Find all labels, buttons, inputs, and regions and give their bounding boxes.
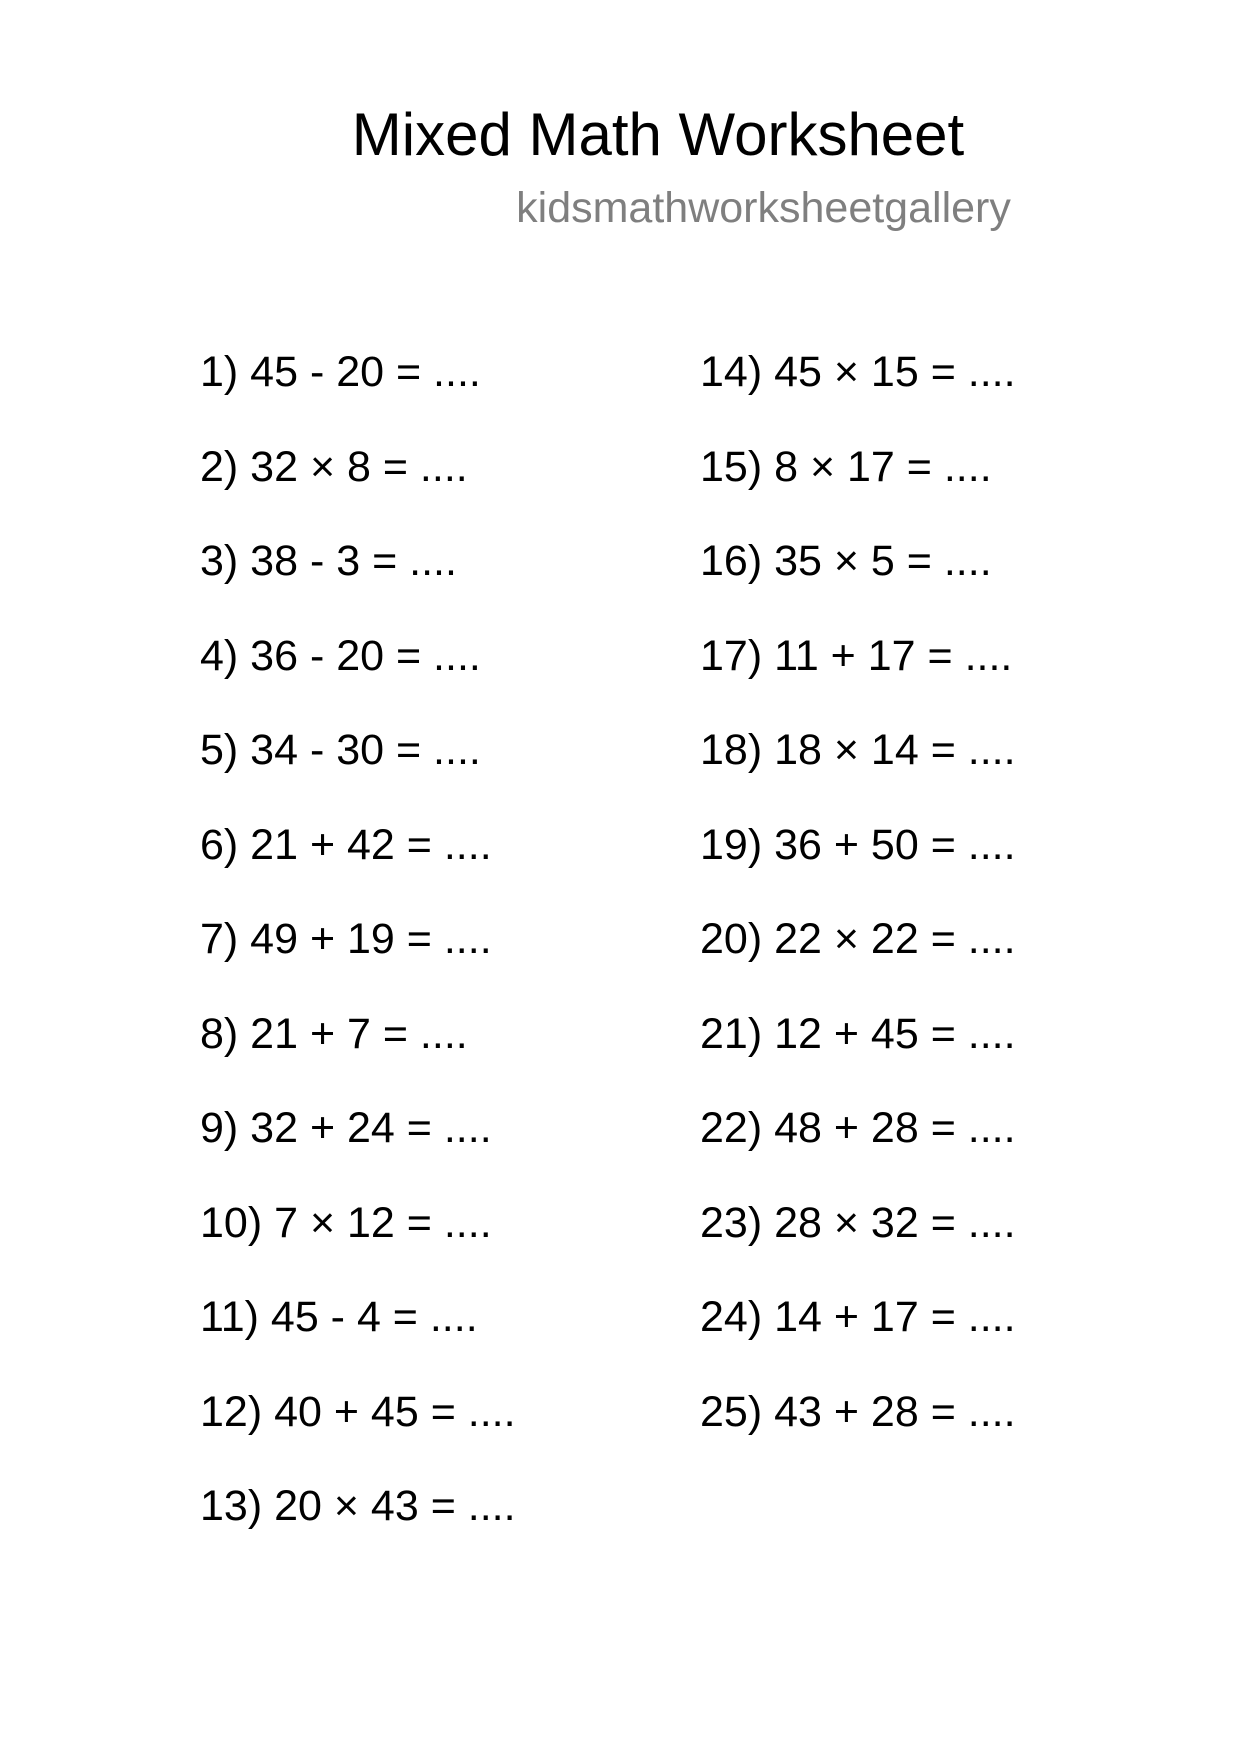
worksheet-title: Mixed Math Worksheet: [351, 101, 965, 168]
math-problem-11: 11) 45 - 4 = ....: [200, 1293, 478, 1341]
math-problem-21: 21) 12 + 45 = ....: [700, 1009, 1016, 1058]
math-problem-6: 6) 21 + 42 = ....: [200, 820, 492, 869]
math-problem-24: 24) 14 + 17 = ....: [700, 1293, 1016, 1341]
math-problem-18: 18) 18 × 14 = ....: [700, 726, 1016, 774]
math-problem-14: 14) 45 × 15 = ....: [700, 348, 1016, 396]
math-problem-23: 23) 28 × 32 = ....: [700, 1198, 1016, 1247]
math-problem-3: 3) 38 - 3 = ....: [200, 537, 457, 585]
math-problem-17: 17) 11 + 17 = ....: [700, 631, 1013, 680]
math-problem-16: 16) 35 × 5 = ....: [700, 537, 992, 585]
math-problem-15: 15) 8 × 17 = ....: [700, 442, 992, 491]
math-problem-13: 13) 20 × 43 = ....: [200, 1482, 516, 1530]
math-problem-10: 10) 7 × 12 = ....: [200, 1198, 492, 1247]
math-problem-12: 12) 40 + 45 = ....: [200, 1387, 516, 1436]
source-credit: kidsmathworksheetgallery: [516, 184, 1011, 232]
math-problem-4: 4) 36 - 20 = ....: [200, 631, 481, 680]
math-problem-2: 2) 32 × 8 = ....: [200, 442, 468, 491]
problem-column-left: [200, 346, 516, 1575]
math-problem-19: 19) 36 + 50 = ....: [700, 820, 1016, 869]
problem-column-right: [700, 346, 1016, 1480]
math-problem-5: 5) 34 - 30 = ....: [200, 726, 481, 774]
math-problem-22: 22) 48 + 28 = ....: [700, 1104, 1016, 1152]
math-problem-7: 7) 49 + 19 = ....: [200, 915, 492, 963]
math-problem-1: 1) 45 - 20 = ....: [200, 348, 481, 396]
math-problem-8: 8) 21 + 7 = ....: [200, 1009, 468, 1058]
math-problem-9: 9) 32 + 24 = ....: [200, 1104, 492, 1152]
math-problem-20: 20) 22 × 22 = ....: [700, 915, 1016, 963]
math-problem-25: 25) 43 + 28 = ....: [700, 1387, 1016, 1436]
